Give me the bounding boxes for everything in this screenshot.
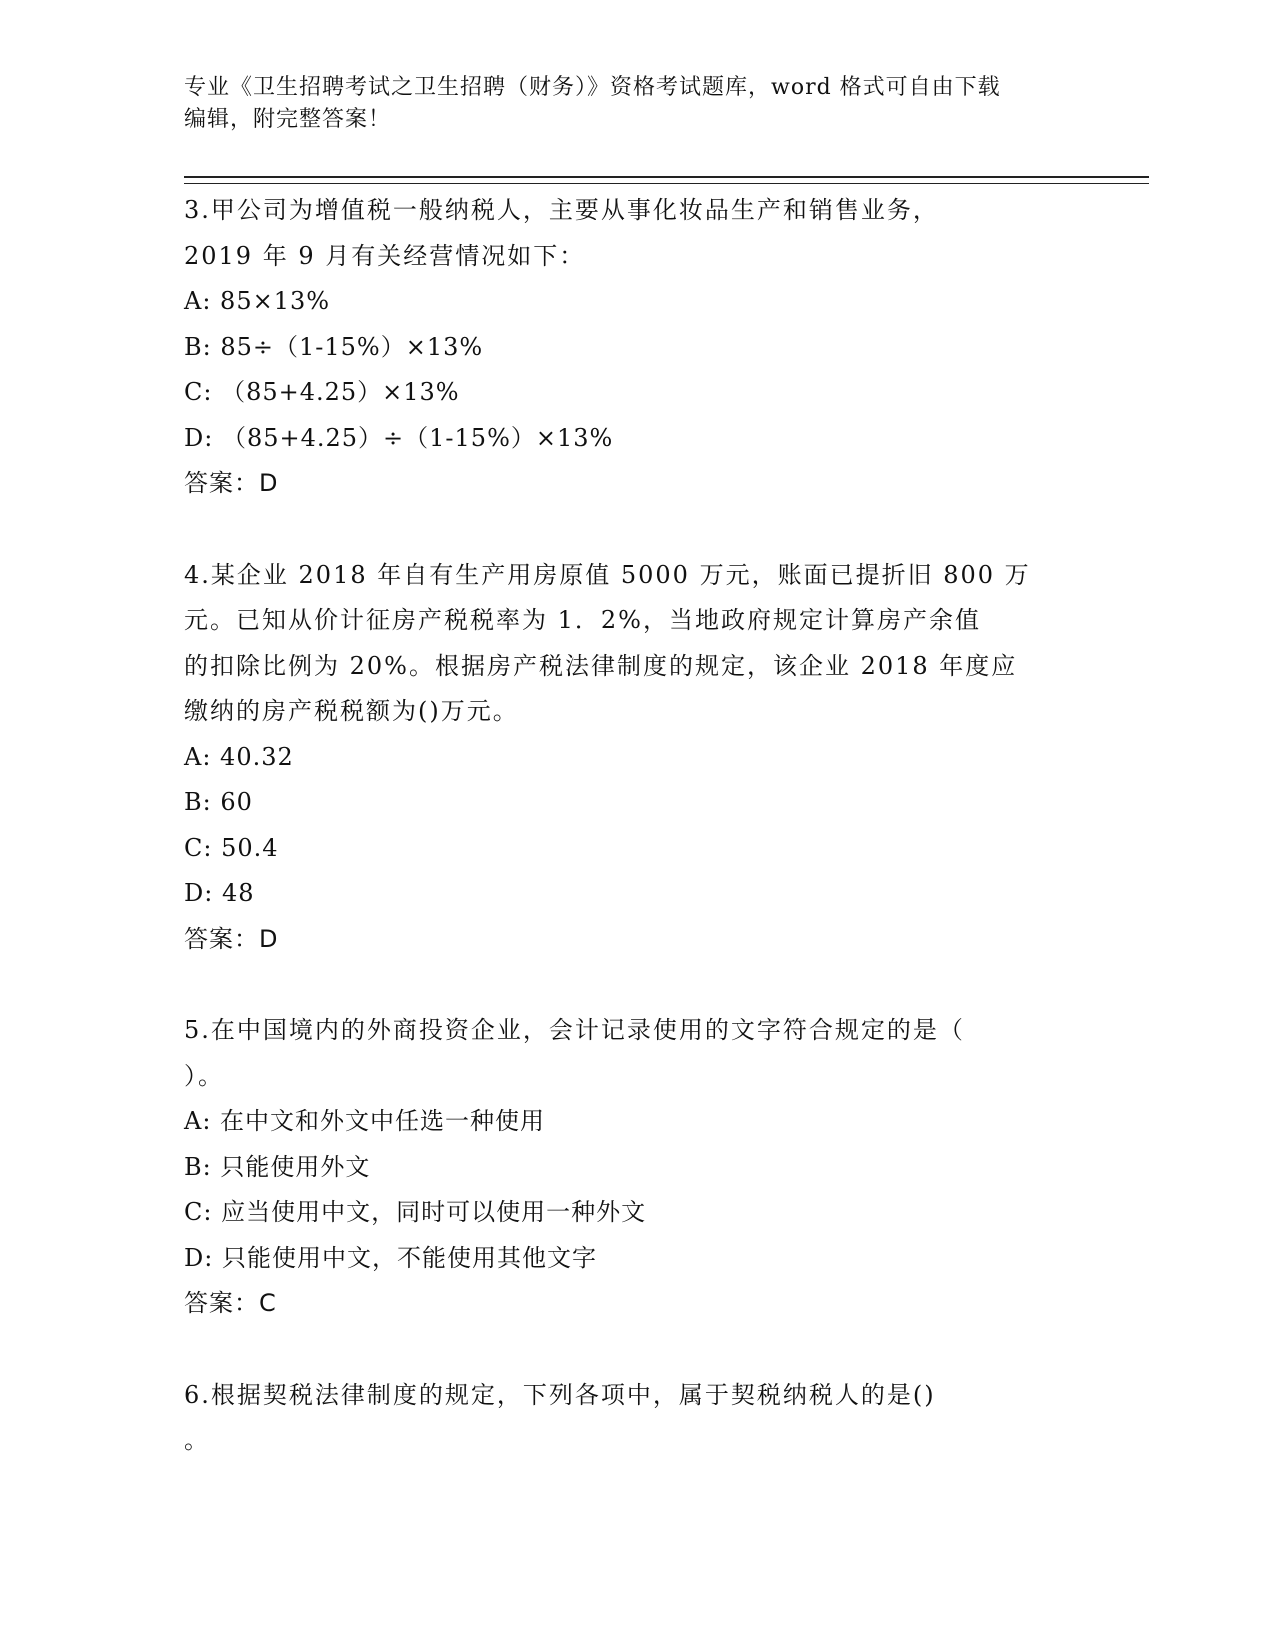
option-a: A: 85×13%	[184, 287, 331, 315]
option-b: B: 只能使用外文	[184, 1152, 371, 1181]
question-stem: 6.根据契税法律制度的规定，下列各项中，属于契税纳税人的是()	[184, 1380, 936, 1409]
question-3	[184, 188, 1084, 507]
option-a: A: 在中文和外文中任选一种使用	[184, 1107, 546, 1135]
question-stem: 2019 年 9 月有关经营情况如下：	[184, 241, 586, 270]
question-stem: ）。	[184, 1061, 224, 1090]
option-c: C: （85+4.25）×13%	[184, 378, 460, 406]
question-stem: 3.甲公司为增值税一般纳税人，主要从事化妆品生产和销售业务，	[184, 196, 939, 224]
question-stem: 4.某企业 2018 年自有生产用房原值 5000 万元，账面已提折旧 800 万	[184, 560, 1031, 589]
header-line-2: 编辑，附完整答案！	[184, 107, 392, 132]
question-4	[184, 553, 1084, 963]
question-stem: 的扣除比例为 20%。根据房产税法律制度的规定，该企业 2018 年度应	[184, 651, 1018, 680]
document-header	[184, 72, 1084, 136]
option-a: A: 40.32	[184, 742, 294, 771]
option-c: C: 应当使用中文，同时可以使用一种外文	[184, 1198, 647, 1226]
option-b: B: 60	[184, 788, 253, 816]
header-line-1: 专业《卫生招聘考试之卫生招聘（财务）》资格考试题库，word 格式可自由下载	[184, 75, 1001, 100]
answer-line: 答案：D	[184, 469, 279, 497]
question-stem: 缴纳的房产税税额为()万元。	[184, 697, 519, 725]
answer-line: 答案：C	[184, 1289, 277, 1317]
question-list	[184, 188, 1084, 1510]
question-stem: 5.在中国境内的外商投资企业，会计记录使用的文字符合规定的是（	[184, 1016, 965, 1044]
option-d: D: 48	[184, 879, 255, 907]
option-b: B: 85÷（1-15%）×13%	[184, 332, 484, 361]
question-stem: 元。已知从价计征房产税税率为 1．2%，当地政府规定计算房产余值	[184, 606, 981, 634]
option-d: D: （85+4.25）÷（1-15%）×13%	[184, 423, 614, 452]
question-stem: 。	[184, 1426, 210, 1454]
option-d: D: 只能使用中文，不能使用其他文字	[184, 1243, 597, 1272]
answer-line: 答案：D	[184, 924, 279, 953]
question-6	[184, 1373, 1084, 1464]
header-divider	[184, 176, 1149, 184]
option-c: C: 50.4	[184, 833, 279, 862]
question-5	[184, 1008, 1084, 1327]
